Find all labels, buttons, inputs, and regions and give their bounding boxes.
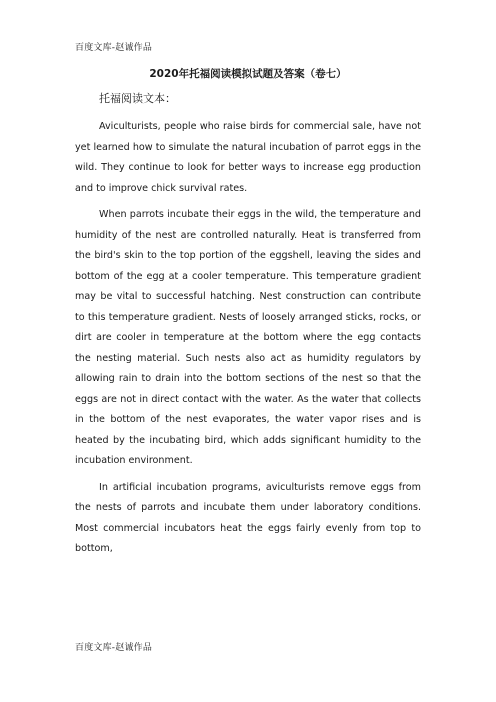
header-note: 百度文库-赵诚作品 [75,43,153,53]
paragraph-1: Aviculturists, people who raise birds for commercial sale, have not yet learned how to simulate the natural incubation of parrot eggs in the wild. They continue to look for better ways to increase egg production and to improve chick survival rates. [75,121,421,194]
paragraph-2: When parrots incubate their eggs in the wild, the temperature and humidity of the nest are controlled naturally. Heat is transferred from the bird's skin to the top portion of the eggshell, leaving the sides and bottom of the egg at a cooler temperature. This temperature gradient may be vital to successful hatching. Nest construction can contribute to this temperature gradient. Nests of loosely arranged sticks, rocks, or dirt are cooler in temperature at the bottom where the egg contacts the nesting material. Such nests also act as humidity regulators by allowing rain to drain into the bottom sections of the nest so that the eggs are not in direct contact with the water. As the water that collects in the bottom of the nest evaporates, the water vapor rises and is heated by the incubating bird, which adds significant humidity to the incubation environment. [75,209,421,466]
page-title: 2020年托福阅读模拟试题及答案（卷七） [149,68,347,80]
reading-passage [75,117,421,566]
footer-note: 百度文库-赵诚作品 [75,643,153,653]
paragraph-3: In artificial incubation programs, aviculturists remove eggs from the nests of parrots and incubate them under laboratory conditions. Most commercial incubators heat the eggs fairly evenly from top to bottom, [75,481,421,554]
section-label: 托福阅读文本： [99,92,176,105]
